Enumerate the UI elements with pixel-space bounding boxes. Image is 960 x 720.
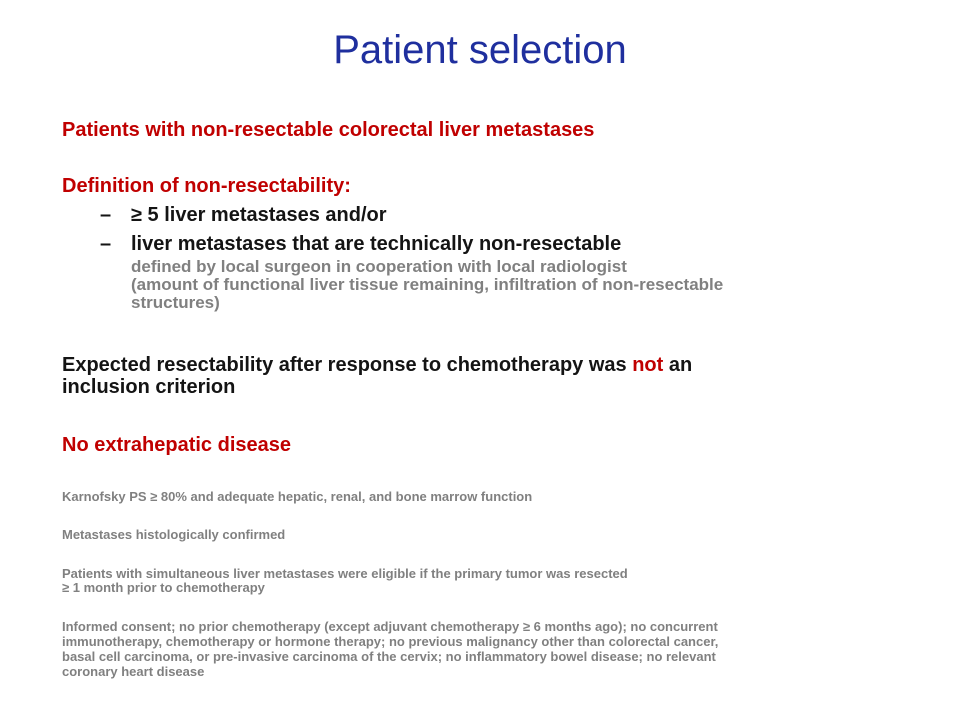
criterion-line: basal cell carcinoma, or pre-invasive carcinoma of the cervix; no inflammatory bowel disease; no relevant	[62, 649, 716, 664]
criterion-line: ≥ 1 month prior to chemotherapy	[62, 580, 265, 595]
criterion-line: immunotherapy, chemotherapy or hormone therapy; no previous malignancy other than colorectal cancer,	[62, 634, 719, 649]
no-extrahepatic-line: No extrahepatic disease	[62, 434, 291, 456]
criterion-line: Informed consent; no prior chemotherapy (except adjuvant chemotherapy ≥ 6 months ago); no concurrent	[62, 619, 718, 634]
karnofsky-criterion: Karnofsky PS ≥ 80% and adequate hepatic, renal, and bone marrow function	[62, 489, 533, 504]
expected-resectability	[62, 354, 692, 398]
detail-line: structures)	[131, 293, 220, 312]
detail-line: defined by local surgeon in cooperation with local radiologist	[131, 257, 627, 276]
simultaneous-criterion	[62, 567, 628, 595]
expected-text-b: an	[663, 354, 693, 376]
bullet-technically-non-resectable: liver metastases that are technically non-resectable	[131, 233, 622, 255]
histology-criterion: Metastases histologically confirmed	[62, 527, 286, 542]
expected-line-2: inclusion criterion	[62, 376, 236, 398]
intro-line: Patients with non-resectable colorectal liver metastases	[62, 119, 595, 141]
definition-heading: Definition of non-resectability:	[62, 175, 351, 197]
slide-title: Patient selection	[333, 28, 627, 72]
bullet-dash-1: –	[100, 204, 112, 226]
bullet-dash-2: –	[100, 233, 112, 255]
expected-text-a: Expected resectability after response to chemotherapy was	[62, 354, 633, 376]
bullet-five-metastases: ≥ 5 liver metastases and/or	[131, 204, 387, 226]
detail-line: (amount of functional liver tissue remaining, infiltration of non-resectable	[131, 275, 724, 294]
expected-line-1	[62, 354, 692, 376]
criterion-line: coronary heart disease	[62, 664, 205, 679]
criterion-line: Patients with simultaneous liver metastases were eligible if the primary tumor was resected	[62, 566, 628, 581]
expected-highlight-not: not	[632, 354, 664, 376]
consent-criterion	[62, 619, 718, 679]
definition-detail	[131, 258, 723, 312]
